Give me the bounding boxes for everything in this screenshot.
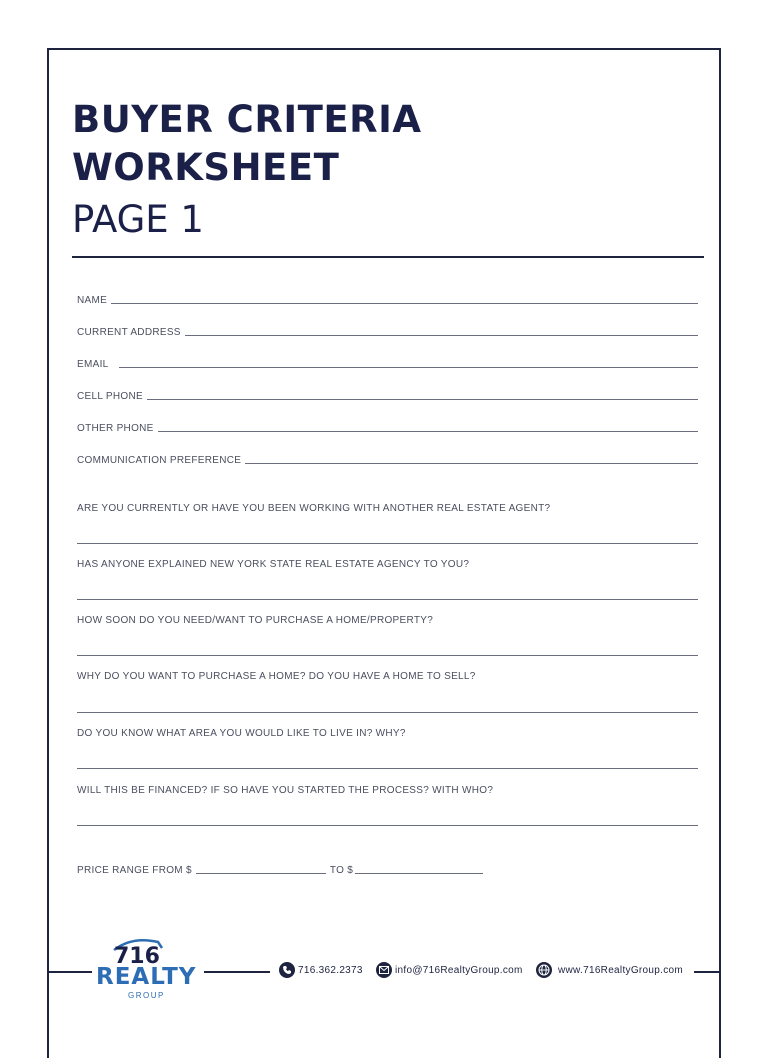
price-from-line[interactable] xyxy=(196,872,326,874)
question-2: HAS ANYONE EXPLAINED NEW YORK STATE REAL ESTATE AGENCY TO YOU? xyxy=(77,559,470,570)
current-address-field[interactable] xyxy=(77,322,698,338)
answer-line-1[interactable] xyxy=(77,543,698,544)
cell-phone-field[interactable] xyxy=(77,386,698,402)
question-1: ARE YOU CURRENTLY OR HAVE YOU BEEN WORKING WITH ANOTHER REAL ESTATE AGENT? xyxy=(77,503,551,514)
price-to-line[interactable] xyxy=(355,872,483,874)
phone-number: 716.362.2373 xyxy=(298,964,363,976)
title-line-1: BUYER CRITERIA xyxy=(72,98,422,141)
email-field[interactable] xyxy=(77,354,698,370)
field-label: NAME xyxy=(77,295,108,306)
email-address: info@716RealtyGroup.com xyxy=(395,964,523,976)
name-field[interactable] xyxy=(77,290,698,306)
field-label: CURRENT ADDRESS xyxy=(77,327,181,338)
email-icon xyxy=(376,962,392,978)
fill-line[interactable] xyxy=(111,302,698,304)
page-subtitle: PAGE 1 xyxy=(72,198,204,241)
field-label: CELL PHONE xyxy=(77,391,143,402)
field-label: EMAIL xyxy=(77,359,109,370)
answer-line-4[interactable] xyxy=(77,712,698,713)
contact-email[interactable] xyxy=(376,962,523,978)
logo-subtext: GROUP xyxy=(128,991,165,1000)
globe-icon xyxy=(536,962,552,978)
footer-rule-right xyxy=(694,971,721,973)
title-divider xyxy=(72,256,704,258)
price-from-label: PRICE RANGE FROM $ xyxy=(77,865,192,876)
question-6: WILL THIS BE FINANCED? IF SO HAVE YOU STARTED THE PROCESS? WITH WHO? xyxy=(77,785,494,796)
answer-line-3[interactable] xyxy=(77,655,698,656)
phone-icon xyxy=(279,962,295,978)
contact-website[interactable] xyxy=(536,962,683,978)
fill-line[interactable] xyxy=(119,366,698,368)
website-url: www.716RealtyGroup.com xyxy=(558,964,683,976)
question-4: WHY DO YOU WANT TO PURCHASE A HOME? DO YOU HAVE A HOME TO SELL? xyxy=(77,671,476,682)
fill-line[interactable] xyxy=(158,430,698,432)
footer-rule-middle xyxy=(204,971,270,973)
answer-line-5[interactable] xyxy=(77,768,698,769)
question-3: HOW SOON DO YOU NEED/WANT TO PURCHASE A HOME/PROPERTY? xyxy=(77,615,434,626)
communication-preference-field[interactable] xyxy=(77,450,698,466)
logo-name: REALTY xyxy=(96,964,197,990)
field-label: OTHER PHONE xyxy=(77,423,154,434)
answer-line-2[interactable] xyxy=(77,599,698,600)
answer-line-6[interactable] xyxy=(77,825,698,826)
page-title xyxy=(72,96,422,192)
price-to-label: TO $ xyxy=(329,865,354,876)
field-label: COMMUNICATION PREFERENCE xyxy=(77,455,242,466)
company-logo xyxy=(92,934,202,1004)
price-range xyxy=(77,860,487,876)
other-phone-field[interactable] xyxy=(77,418,698,434)
contact-phone[interactable] xyxy=(279,962,363,978)
question-5: DO YOU KNOW WHAT AREA YOU WOULD LIKE TO LIVE IN? WHY? xyxy=(77,728,406,739)
fill-line[interactable] xyxy=(185,334,698,336)
fill-line[interactable] xyxy=(245,462,698,464)
title-line-2: WORKSHEET xyxy=(72,146,340,189)
logo-number: 716 xyxy=(114,944,160,969)
footer-rule-left xyxy=(47,971,92,973)
fill-line[interactable] xyxy=(147,398,698,400)
